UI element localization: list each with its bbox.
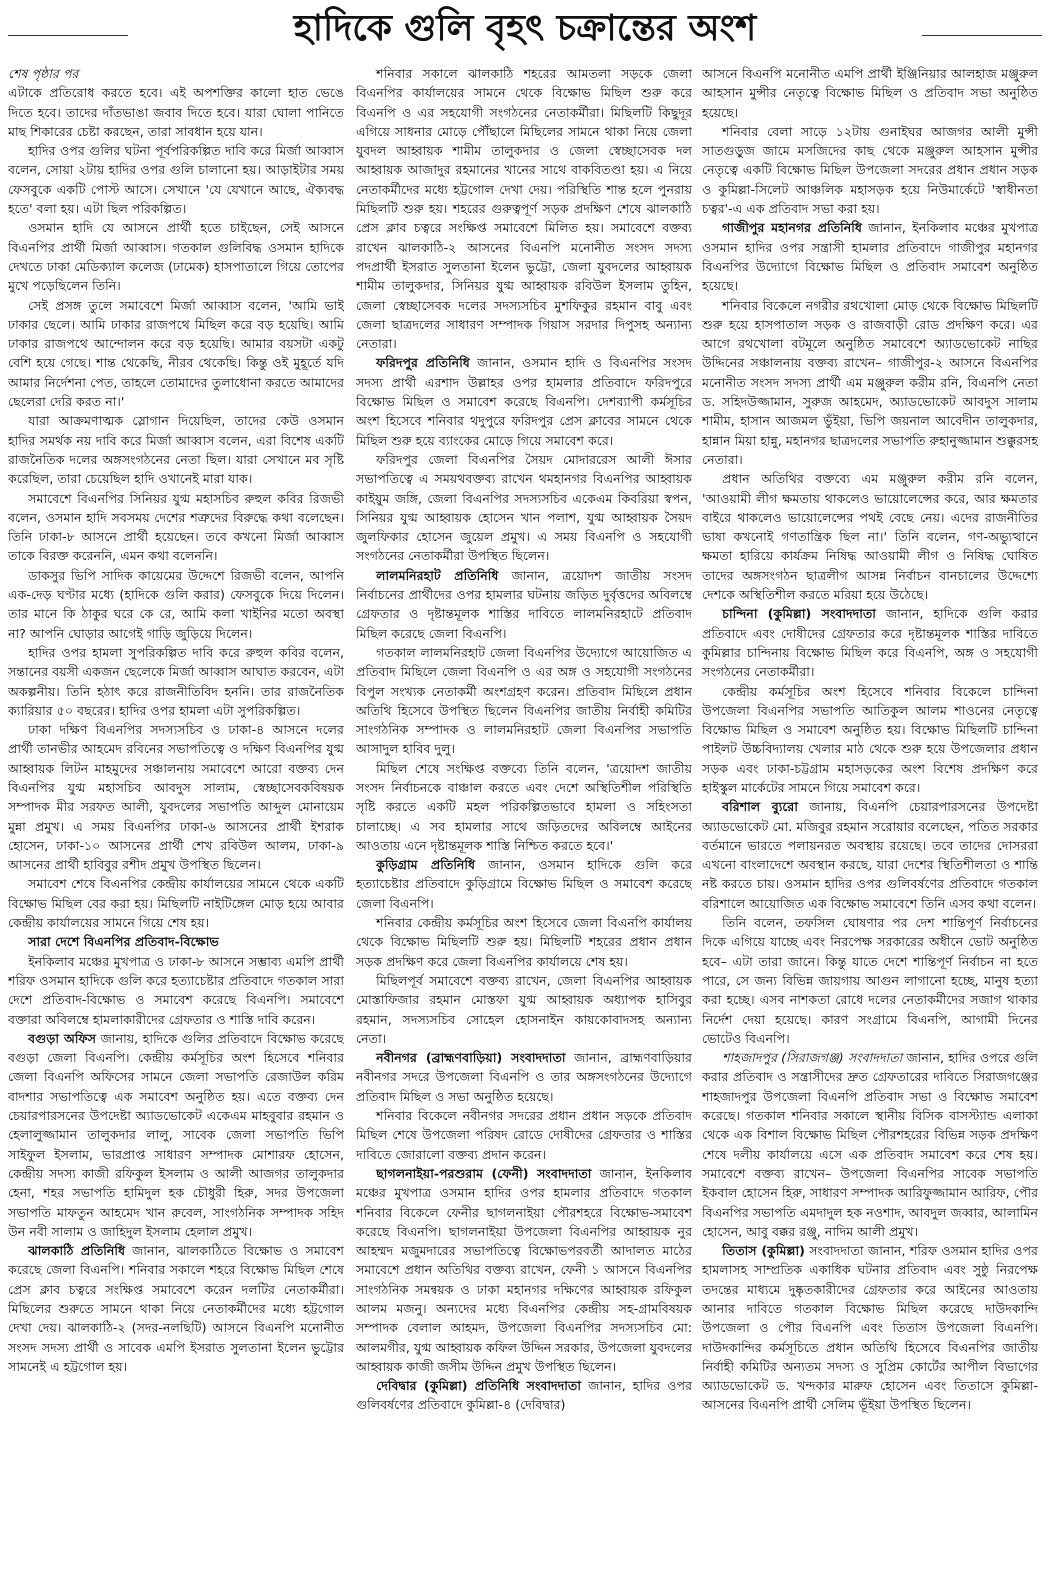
paragraph-text: ওসমান হাদি যে আসনে প্রার্থী হতে চাইছেন, সেই আসনে বিএনপির প্রার্থী মির্জা আব্বাস। গতকাল গুলিবিদ্ধ ওসমান হাদিকে দেখতে ঢাকা মেডিক্যাল কলেজ (ঢামেক) হাসপাতালে গিয়ে তোপের মুখে পড়েছিলেন তিনি। bbox=[8, 220, 344, 294]
article-paragraph bbox=[702, 1241, 1038, 1415]
article-paragraph bbox=[702, 469, 1038, 604]
paragraph-text: প্রধান অতিথির বক্তব্যে এম মঞ্জুরুল করীম রনি বলেন, 'আওয়ামী লীগ ক্ষমতায় থাকলেও ভায়োলেন্সের করে, আর ক্ষমতার বাইরে থাকলেও ভায়োলেন্সের পথই বেছে নেয়। এদের রাজনীতির ভাষা কখনোই গণতান্ত্রিক ছিল না।' তিনি বলেন, গণ-অভ্যুত্থানে ক্ষমতা হারিয়ে কার্যক্রম নিষিদ্ধ আওয়ামী লীগ ও নিষিদ্ধ ঘোষিত তাদের অঙ্গসংগঠন ছাত্রলীগ আসন্ন নির্বাচন বানচালের উদ্দেশ্যে দেশকে অস্থিতিশীল করতে মরিয়া হয়ে উঠেছে। bbox=[702, 471, 1038, 603]
paragraph-text: ডাকসুর ভিপি সাদিক কায়েমের উদ্দেশে রিজভী বলেন, আপনি এক-দেড় ঘণ্টার মধ্যে (হাদিকে গুলি করার) ফেসবুকে দিয়ে দিলেন। তার মানে কি ঠাকুর ঘরে কে রে, আমি কলা খাইনির মতো অবস্থা না? আপনি ঘোড়ার আগেই গাড়ি জুড়িয়ে দিলেন। bbox=[8, 567, 344, 641]
paragraph-text: মিছিল শেষে সংক্ষিপ্ত বক্তব্যে তিনি বলেন, 'ত্রয়োদশ জাতীয় সংসদ নির্বাচনকে বাঞ্চাল করতে এবং দেশে অস্থিতিশীল পরিস্থিতি সৃষ্টি করতে একটি মহল পরিকল্পিতভাবে হামলা ও সহিংসতা চালাচ্ছে। এ সব হামলার সাথে জড়িতদের অবিলম্বে আইনের আওতায় এনে দৃষ্টান্তমূলক শাস্তি নিশ্চিত করতে হবে।' bbox=[356, 760, 692, 853]
paragraph-text: জানায়, বিএনপি চেয়ারপারসনের উপদেষ্টা অ্যাডভোকেট মো. মজিবুর রহমান সরোয়ার বলেছেন, পতিত সরকার বর্তমানে ভারতে পলায়নরত অবস্থায় রয়েছে। তবে তাদের দোসররা এখনো বাংলাদেশে অবস্থান করছে, যারা দেশের স্থিতিশীলতা ও শান্তি নষ্ট করতে চায়। ওসমান হাদির ওপর গুলিবর্ষণের প্রতিবাদে গতকাল বরিশালে আয়োজিত এক বিক্ষোভ সমাবেশে তিনি এসব কথা বলেন। bbox=[702, 799, 1038, 911]
article-paragraph bbox=[356, 759, 692, 855]
article-paragraph bbox=[8, 643, 344, 720]
paragraph-text: ইনকিলাব মঞ্চের মুখপাত্র ও ঢাকা-৮ আসনে সম্ভাব্য এমপি প্রার্থী শরিফ ওসমান হাদিকে গুলি করে হত্যাচেষ্টার প্রতিবাদে গতকাল সারা দেশে প্রতিবাদ-বিক্ষোভ ও সমাবেশ করেছে বিএনপি। সমাবেশে বক্তারা অবিলম্বে হামলাকারীদের গ্রেফতার ও শাস্তি দাবি করেন। bbox=[8, 953, 344, 1027]
paragraph-text: হাদির ওপর গুলির ঘটনা পূর্বপরিকল্পিত দাবি করে মির্জা আব্বাস বলেন, সোয়া ২টায় হাদির ওপর গুলি চালানো হয়। আড়াইটার সময় ফেসবুকে একটি পোস্ট আসে। সেখানে 'যে যেখানে আছে, ঐক্যবদ্ধ হতে' বলা হয়। এটা ছিল পরিকল্পিত। bbox=[8, 143, 344, 217]
headline: হাদিকে গুলি বৃহৎ চক্রান্তের অংশ bbox=[293, 8, 757, 49]
paragraph-text: শনিবার বিকেলে নবীনগর সদরের প্রধান প্রধান সড়কে প্রতিবাদ মিছিল শেষে উপজেলা পরিষদ রোডে দোষীদের গ্রেফতার ও শাস্তির দাবিতে জোরালো বক্তব্য প্রদান করেন। bbox=[356, 1108, 692, 1162]
article-paragraph bbox=[8, 952, 344, 1029]
paragraph-text: শনিবার বিকেলে নগরীর রথখোলা মোড় থেকে বিক্ষোভ মিছিলটি শুরু হয়ে হাসপাতাল সড়ক ও রাজবাড়ী রোড প্রদক্ষিণ করে। এর আগে রথখোলা বটমূলে অনুষ্ঠিত সমাবেশে অ্যাডভোকেট নাছির উদ্দিনের সঞ্চালনায় বক্তব্য রাখেন– গাজীপুর-২ আসনে বিএনপির মনোনীত সংসদ সদস্য প্রার্থী এম মঞ্জুরুল করীম রনি, বিএনপি নেতা ড. সহিদউজ্জামান, সুরুজ আহমেদ, অ্যাডভোকেট আবদুস সালাম শামীম, হাসান আজমল ভুঁইয়া, ভিপি জয়নাল আবেদীন তালুকদার, হান্নান মিয়া হান্নু, মহানগর ছাত্রদলের সভাপতি রুহানুজ্জামান শুক্কুরসহ নেতারা। bbox=[702, 297, 1038, 467]
paragraph-text: জানান, ঝালকাঠিতে বিক্ষোভ ও সমাবেশ করেছে জেলা বিএনপি। শনিবার সকালে শহরে বিক্ষোভ মিছিল শেষে প্রেস ক্লাব চত্বরে সংক্ষিপ্ত সমাবেশে করেন দলটির নেতাকর্মীরা। মিছিলের শুরুতে সামনে থাকা নিয়ে নেতাকর্মীদের মধ্যে হট্টগোল দেখা দেয়। ঝালকাঠি-২ (সদর-নলছিটি) আসনে বিএনপি মনোনীত সংসদ সদস্য প্রার্থী ও সাবেক এমপি ইসরাত সুলতানা ইলেন ভুট্টোর সামনেই এ হট্টগোল হয়। bbox=[8, 1243, 344, 1374]
paragraph-text: সংবাদদাতা জানান, শরিফ ওসমান হাদির ওপর হামলাসহ সাম্প্রতিক একাধিক ঘটনার প্রতিবাদ এবং সুষ্ঠু নিরপেক্ষ তদন্তের মাধ্যমে দুষ্কৃতকারীদের গ্রেফতার করে আইনের আওতায় আনার দাবিতে গতকাল বিক্ষোভ মিছিল করেছে দাউদকান্দি উপজেলা ও পৌর বিএনপি এবং তিতাস উপজেলা বিএনপি। দাউদকান্দির কর্মসূচিতে প্রধান অতিথি হিসেবে বিএনপির জাতীয় নির্বাহী কমিটির অন্যতম সদস্য ও সুপ্রিম কোর্টের আপীল বিভাগের অ্যাডভোকেট ড. খন্দকার মারুফ হোসেন এবং তিতাসে কুমিল্লা-আসনের বিএনপি প্রার্থী সেলিম ভূঁইয়া উপস্থিত ছিলেন। bbox=[702, 1243, 1038, 1413]
dateline: নবীনগর (ব্রাহ্মণবাড়িয়া) সংবাদদাতা bbox=[376, 1050, 566, 1066]
article-paragraph bbox=[356, 566, 692, 643]
paragraph-text: সমাবেশ শেষে বিএনপির কেন্দ্রীয় কার্যালয়ের সামনে থেকে একটি বিক্ষোভ মিছিল বের করা হয়। মিছিলটি নাইটিঙ্গেল মোড় হয়ে আবার কেন্দ্রীয় কার্যালয়ের সামনে গিয়ে শেষ হয়। bbox=[8, 876, 344, 931]
article-paragraph bbox=[702, 913, 1038, 1048]
article-paragraph bbox=[702, 797, 1038, 913]
article-paragraph bbox=[8, 296, 344, 412]
dateline: কুড়িগ্রাম প্রতিনিধি bbox=[376, 857, 476, 873]
article-paragraph bbox=[8, 720, 344, 874]
article-paragraph bbox=[8, 411, 344, 488]
article-paragraph bbox=[702, 122, 1038, 218]
dateline: শাহজাদপুর (সিরাজগঞ্জ) সংবাদদাতা bbox=[722, 1050, 903, 1066]
headline-rule-left bbox=[8, 35, 128, 36]
article-column-3 bbox=[702, 64, 1038, 1584]
article-paragraph bbox=[702, 296, 1038, 470]
section-heading bbox=[8, 932, 344, 951]
article-paragraph bbox=[356, 1164, 692, 1376]
paragraph-text: সারা দেশে বিএনপির প্রতিবাদ-বিক্ষোভ bbox=[28, 934, 219, 950]
paragraph-text: এটাকে প্রতিরোধ করতে হবে। এই অপশক্তির কালো হাত ভেঙে দিতে হবে। তাদের দাঁতভাঙা জবাব দিতে হবে। যারা ঘোলা পানিতে মাছ শিকারের চেষ্টা করছেন, তারা সাবধান হয়ে যান। bbox=[8, 85, 344, 139]
paragraph-text: সমাবেশে বিএনপির সিনিয়র যুগ্ম মহাসচিব রুহুল কবির রিজভী বলেন, ওসমান হাদি সবসময় দেশের শত্রুদের বিরুদ্ধে কথা বলেছেন। তিনি ঢাকা-৮ আসনে প্রার্থী হয়েছেন। তবে কখনো মির্জা আব্বাস তাকে বিরক্ত করেননি, এমন কথা বলেননি। bbox=[8, 490, 344, 564]
dateline: চান্দিনা (কুমিল্লা) সংবাদদাতা bbox=[722, 606, 876, 622]
article-paragraph bbox=[356, 450, 692, 566]
paragraph-text: জানান, ইনকিলাব মঞ্চের মুখপাত্র ওসমান হাদির ওপর হামলার প্রতিবাদে গতকাল শনিবার বিকেলে ফেনীর ছাগলনাইয়া পৌরশহরে বিক্ষোভ-সমাবেশ করেছে বিএনপি। ছাগলনাইয়া উপজেলা বিএনপির আহ্বায়ক নুর আহম্মদ মজুমদারের সভাপতিত্বে বিক্ষোভপরবর্তী আদালত মাঠের সমাবেশে প্রধান অতিথির বক্তব্য রাখেন, ফেনী ১ আসনে বিএনপির সাংগঠনিক সমন্বয়ক ও ঢাকা মহানগর দক্ষিণের আহ্বায়ক রফিকুল আলম মজনু। অন্যদের মধ্যে বিএনপির কেন্দ্রীয় সহ-গ্রামবিষয়ক সম্পাদক বেলাল আহমদ, উপজেলা বিএনপির সদস্যসচিব মো: আলমগীর, যুগ্ম আহ্বায়ক কফিল উদ্দিন সরকার, উপজেলা যুবদলের আহ্বায়ক কাজী জসীম উদ্দিন প্রমুখ উপস্থিত ছিলেন। bbox=[356, 1165, 692, 1374]
article-paragraph bbox=[702, 604, 1038, 681]
paragraph-text: কেন্দ্রীয় কর্মসূচির অংশ হিসেবে শনিবার বিকেলে চান্দিনা উপজেলা বিএনপির সভাপতি আতিকুল আলম শাওনের নেতৃত্বে বিক্ষোভ মিছিল ও সমাবেশ অনুষ্ঠিত হয়। বিক্ষোভ মিছিলটি চান্দিনা পাইলট উচ্চবিদ্যালয় খেলার মাঠ থেকে শুরু হয়ে উপজেলার প্রধান সড়ক এবং ঢাকা-চট্টগ্রাম মহাসড়কের অংশ বিশেষ প্রদক্ষিণ করে হাইস্কুল মার্কেটের সামনে গিয়ে সমাবেশ করে। bbox=[702, 683, 1038, 795]
paragraph-text: জানায়, হাদিকে গুলির প্রতিবাদে বিক্ষোভ করেছে বগুড়া জেলা বিএনপি। কেন্দ্রীয় কর্মসূচির অংশ হিসেবে শনিবার জেলা বিএনপি অফিসের সামনে জেলা সভাপতি রেজাউল করিম বাদশার সভাপতিত্বে এক সমাবেশ অনুষ্ঠিত হয়। এতে বক্তব্য দেন চেয়ারপারসনের উপদেষ্টা অ্যাডভোকেট একেএম মাহবুবার রহমান ও হেলালুজ্জামান তালুকদার লালু, সাবেক জেলা সভাপতি ভিপি সাইফুল ইসলাম, ভারপ্রাপ্ত সাধারণ সম্পাদক মোশারফ হোসেন, কেন্দ্রীয় সদস্য কাজী রফিকুল ইসলাম ও আলী আজগর তালুকদার হেনা, শহর সভাপতি হামিদুল হক চৌধুরী হিরু, সদর উপজেলা সভাপতি মাফতুন আহমেদ খান রুবেল, সাংগঠনিক সম্পাদক সহিদ উন নবী সালাম ও জাহিদুল ইসলাম হেলাল প্রমুখ। bbox=[8, 1030, 344, 1239]
paragraph-text: ফরিদপুর জেলা বিএনপির সৈয়দ মোদাররেস আলী ঈসার সভাপতিত্বে এ সময়থবক্তব্য রাখেন থমহানগর বিএনপির আহ্বায়ক কাইয়ুম জঙ্গি, জেলা বিএনপির সদস্যসচিব একেএম কিবরিয়া স্বপন, সিনিয়র যুগ্ম আহ্বায়ক হোসেন খান পলাশ, যুগ্ম আহ্বায়ক সৈয়দ জুলফিকার হোসেন জুয়েল প্রমুখ। এ সময় বিএনপি ও সহযোগী সংগঠনের নেতাকর্মীরা উপস্থিত ছিলেন। bbox=[356, 451, 692, 564]
article-paragraph bbox=[702, 1048, 1038, 1241]
dateline: দেবিদ্বার (কুমিল্লা) প্রতিনিধি সংবাদদাতা bbox=[376, 1378, 582, 1394]
dateline: ফরিদপুর প্রতিনিধি bbox=[376, 355, 470, 371]
article-paragraph bbox=[356, 1106, 692, 1164]
paragraph-text: জানান, ইনকিলাব মঞ্চের মুখপাত্র ওসমান হাদির ওপর সন্ত্রাসী হামলার প্রতিবাদে গাজীপুর মহানগর বিএনপির উদ্যোগে বিক্ষোভ মিছিল ও প্রতিবাদ সমাবেশ অনুষ্ঠিত হয়েছে। bbox=[702, 220, 1038, 294]
paragraph-text: শনিবার সকালে ঝালকাঠি শহরের আমতলা সড়কে জেলা বিএনপির কার্যালয়ের সামনে থেকে বিক্ষোভ মিছিল শুরু করে বিএনপি ও এর সহযোগী সংগঠনের নেতাকর্মীরা। মিছিলটি কিছুদূর এগিয়ে সাধনার মোড়ে পৌঁছালে মিছিলের সামনে থাকা নিয়ে জেলা যুবদল আহ্বায়ক শামীম তালুকদার ও জেলা স্বেচ্ছাসেবক দল আহ্বায়ক আজাদুর রহমানের খানের সাথে বাকবিতণ্ডা হয়। এ নিয়ে নেতাকর্মীদের মধ্যে হট্টগোল দেখা দেয়। পরিস্থিতি শান্ত হলে পুনরায় মিছিলটি শুরু হয়। শহরের গুরুত্বপূর্ণ সড়ক প্রদক্ষিণ শেষে ঝালকাঠি প্রেস ক্লাব চত্বরে সংক্ষিপ্ত সমাবেশে মিলিত হয়। সমাবেশে বক্তব্য রাখেন ঝালকাঠি-২ আসনের বিএনপি মনোনীত সংসদ সদস্য পদপ্রার্থী ইসরাত সুলতানা ইলেন ভুট্টো, জেলা যুবদলের আহ্বায়ক শামীম তালুকদার, সিনিয়র যুগ্ম আহ্বায়ক রবিউল ইসলাম তুহিন, জেলা স্বেচ্ছাসেবক দলের সদস্যসচিব মুশফিকুর রহমান বাবু এবং জেলা ছাত্রদলের সাধারণ সম্পাদক গিয়াস সরদার দিপুসহ অন্যান্য নেতারা। bbox=[356, 66, 692, 352]
article-paragraph bbox=[356, 643, 692, 759]
paragraph-text: যারা আক্রমণাত্মক স্লোগান দিয়েছিল, তাদের কেউ ওসমান হাদির সমর্থক নয় দাবি করে মির্জা আব্বাস বলেন, এরা বিশেষ একটি রাজনৈতিক দলের অঙ্গসংগঠনের নেতা ছিল। যারা সেখানে মব সৃষ্টি করেছিল, তারা চেয়েছিল হাদি ওখানেই মারা যাক। bbox=[8, 413, 344, 487]
paragraph-text: জানান, ত্রয়োদশ জাতীয় সংসদ নির্বাচনের প্রার্থীদের ওপর হামলার ঘটনায় জড়িত দুর্বৃত্তদের অবিলম্বে গ্রেফতার ও দৃষ্টান্তমূলক শাস্তির দাবিতে লালমনিরহাটে প্রতিবাদ মিছিল করেছে জেলা বিএনপি। bbox=[356, 567, 692, 641]
paragraph-text: শনিবার বেলা সাড়ে ১২টায় গুনাইঘর আজগর আলী মুন্সী সাতগুড়ুজ জামে মসজিদের কাছ থেকে মঞ্জুরুল আহসান মুন্সীর নেতৃত্বে একটি বিক্ষোভ মিছিল উপজেলা সদরের প্রধান প্রধান সড়ক ও কুমিল্লা-সিলেট আঞ্চলিক মহাসড়ক হয়ে নিউমার্কেটে 'স্বাধীনতা চত্বর'-এ এক প্রতিবাদ সভা করা হয়। bbox=[702, 123, 1038, 217]
article-paragraph bbox=[8, 83, 344, 141]
article-column-1 bbox=[8, 64, 344, 1584]
paragraph-text: জানান, ব্রাহ্মণবাড়িয়ার নবীনগর সদরে উপজেলা বিএনপি ও তার অঙ্গসংগঠনের উদ্যোগে প্রতিবাদ মিছিল ও সভা অনুষ্ঠিত হয়েছে। bbox=[356, 1050, 692, 1104]
paragraph-text: জানান, ওসমান হাদিকে গুলি করে হত্যাচেষ্টার প্রতিবাদে কুড়িগ্রামে বিক্ষোভ মিছিল ও সমাবেশ করেছে জেলা বিএনপি। bbox=[356, 857, 692, 911]
article-paragraph bbox=[356, 855, 692, 913]
article-paragraph bbox=[356, 971, 692, 1048]
article-paragraph bbox=[702, 218, 1038, 295]
article-paragraph bbox=[8, 1241, 344, 1376]
paragraph-text: জানান, ওসমান হাদি ও বিএনপির সংসদ সদস্য প্রার্থী এরশাদ উল্লাহর ওপর হামলার প্রতিবাদে ফরিদপুরে বিক্ষোভ মিছিল ও সমাবেশ করেছে বিএনপি। দেশব্যাপী কর্মসূচির অংশ হিসেবে শনিবার থদুপুরে ফরিদপুর প্রেস ক্লাবের সামনে থেকে মিছিল শুরু হয়ে ব্যাংকের মোড়ে গিয়ে সমাবেশ করে। bbox=[356, 355, 692, 448]
paragraph-text: ঢাকা দক্ষিণ বিএনপির সদস্যসচিব ও ঢাকা-৪ আসনে দলের প্রার্থী তানভীর আহমেদ রবিনের সভাপতিত্বে ও দক্ষিণ বিএনপির যুগ্ম আহ্বায়ক লিটন মাহমুদের সঞ্চালনায় সমাবেশে আরো বক্তব্য দেন বিএনপির যুগ্ম মহাসচিব আবদুস সালাম, স্বেচ্ছাসেবকবিষয়ক সম্পাদক মীর সরফত আলী, যুবদলের সভাপতি আব্দুল মোনায়েম মুন্না প্রমুখ। এ সময় বিএনপির ঢাকা-৬ আসনের প্রার্থী ইশরাক হোসেন, ঢাকা-১০ আসনের প্রার্থী শেখ রবিউল আলম, ঢাকা-৯ আসনের প্রার্থী হাবিবুর রশীদ প্রমুখ উপস্থিত ছিলেন। bbox=[8, 722, 344, 873]
article-column-2 bbox=[356, 64, 692, 1584]
dateline: বরিশাল ব্যুরো bbox=[722, 799, 798, 815]
article-paragraph bbox=[356, 913, 692, 971]
article-paragraph bbox=[8, 566, 344, 643]
dateline: ছাগলনাইয়া-পরশুরাম (ফেনী) সংবাদদাতা bbox=[376, 1165, 592, 1181]
article-paragraph bbox=[356, 353, 692, 449]
paragraph-text: আসনে বিএনপি মনোনীত এমপি প্রার্থী ইঞ্জিনিয়ার আলহাজ মঞ্জুরুল আহসান মুন্সীর নেতৃত্বে বিক্ষোভ মিছিল ও প্রতিবাদ সভা অনুষ্ঠিত হয়েছে। bbox=[702, 66, 1038, 120]
headline-rule-right bbox=[922, 35, 1042, 36]
article-paragraph bbox=[8, 1029, 344, 1241]
article-paragraph bbox=[356, 1048, 692, 1106]
paragraph-text: মিছিলপূর্ব সমাবেশে বক্তব্য রাখেন, জেলা বিএনপির আহ্বায়ক মোস্তাফিজার রহমান মোস্তফা যুগ্ম আহ্বায়ক অধ্যাপক হাসিবুর রহমান, সদস্যসচিব সোহেল হোসনাইন কায়কোবাদসহ অন্যান্য নেতা। bbox=[356, 972, 692, 1046]
dateline: তিতাস (কুমিল্লা) bbox=[722, 1243, 805, 1259]
dateline: বগুড়া অফিস bbox=[28, 1030, 97, 1046]
dateline: গাজীপুর মহানগর প্রতিনিধি bbox=[722, 220, 862, 236]
paragraph-text: জানান, হাদির ওপরে গুলি করার প্রতিবাদ ও সন্ত্রাসীদের দ্রুত গ্রেফতারের দাবিতে সিরাজগঞ্জের শাহজাদপুর উপজেলা বিএনপি প্রতিবাদ সভা ও বিক্ষোভ সমাবেশ করেছে। গতকাল শনিবার সকালে স্থানীয় বিসিক বাসস্ট্যান্ড এলাকা থেকে এক বিশাল বিক্ষোভ মিছিল পৌরশহরের বিভিন্ন সড়ক প্রদক্ষিণ শেষে দলীয় কার্যালয়ে এসে এক প্রতিবাদ সমাবেশ করে শেষ হয়। সমাবেশে বক্তব্য রাখেন– উপজেলা বিএনপির সাবেক সভাপতি ইকবাল হোসেন হিরু, সাধারণ সম্পাদক আরিফুজ্জামান আরিফ, পৌর বিএনপির সভাপতি এমদাদুল হক নওশাদ, আবদুল জব্বার, আলামিন হোসেন, আবু বক্কর রঞ্জু, নাদিম আলী প্রমুখ। bbox=[702, 1050, 1038, 1239]
article-paragraph bbox=[356, 1376, 692, 1415]
paragraph-text: জানান, হাদিকে গুলি করার প্রতিবাদে এবং দোষীদের গ্রেফতার করে দৃষ্টান্তমূলক শাস্তির দাবিতে কুমিল্লার চান্দিনায় বিক্ষোভ মিছিল করে বিএনপি, অঙ্গ ও সহযোগী সংগঠনের নেতাকর্মীরা। bbox=[702, 606, 1038, 680]
article-paragraph bbox=[702, 682, 1038, 798]
paragraph-text: সেই প্রসঙ্গ তুলে সমাবেশে মির্জা আব্বাস বলেন, 'আমি ভাই ঢাকার ছেলে। আমি ঢাকার রাজপথে মিছিল করে বড় হয়েছি। আমি ঢাকার রাজপথে আন্দোলন করে বড় হয়েছি। আমার বয়সটা একটু বেশি হয়ে গেছে। শান্ত থেকেছি, নীরব থেকেছি। কিন্তু ওই মুহূর্তে যদি আমার নির্দেশনা পেত, তাহলে তোমাদের তুলাধোনা করতে আমাদের ছেলেরা দেরি করত না।' bbox=[8, 297, 344, 410]
paragraph-text: গতকাল লালমনিরহাট জেলা বিএনপির উদ্যোগে আয়োজিত এ প্রতিবাদ মিছিলে জেলা বিএনপি ও এর অঙ্গ ও সহযোগী সংগঠনের বিপুল সংখ্যক নেতাকর্মী অংশগ্রহণ করেন। প্রতিবাদ মিছিলে প্রধান অতিথি হিসেবে উপস্থিত ছিলেন বিএনপির জাতীয় নির্বাহী কমিটির সাংগঠনিক সম্পাদক ও লালমনিরহাট জেলা বিএনপির সভাপতি আসাদুল হাবিব দুলু। bbox=[356, 644, 692, 757]
paragraph-text: শনিবার কেন্দ্রীয় কর্মসূচির অংশ হিসেবে জেলা বিএনপি কার্যালয় থেকে বিক্ষোভ মিছিলটি শুরু হয়। মিছিলটি শহরের প্রধান প্রধান সড়ক প্রদক্ষিণ করে জেলা বিএনপির কার্যালয়ে শেষ হয়। bbox=[356, 915, 692, 969]
headline-bar bbox=[0, 6, 1050, 56]
paragraph-text: হাদির ওপর হামলা সুপরিকল্পিত দাবি করে রুহুল কবির বলেন, সন্তানের বয়সী একজন ছেলেকে মির্জা আব্বাস আঘাত করবেন, এটা অকল্পনীয়। তিনি হঠাৎ করে রাজনীতিবিদ হননি। তার রাজনৈতিক ক্যারিয়ার ৫০ বছরের। হাদির ওপর হামলা এটা সুপরিকল্পিত। bbox=[8, 644, 344, 718]
article-paragraph bbox=[8, 141, 344, 218]
continuation-kicker bbox=[8, 64, 344, 83]
article-paragraph bbox=[356, 64, 692, 353]
dateline: ঝালকাঠি প্রতিনিধি bbox=[28, 1243, 126, 1259]
article-paragraph bbox=[8, 489, 344, 566]
paragraph-text: তিনি বলেন, তফসিল ঘোষণার পর দেশ শান্তিপূর্ণ নির্বাচনের দিকে এগিয়ে যাচ্ছে এবং নিরপেক্ষ সরকারের অধীনে ভোট অনুষ্ঠিত হবে– এটা তারা জানে। কিন্তু যাতে দেশে শান্তিপূর্ণ নির্বাচন না হতে পারে, সে জন্য বিভিন্ন জায়গায় আগুন লাগানো হচ্ছে, মানুষ হত্যা করা হচ্ছে। এসব নাশকতা রোধে দলের নেতাকর্মীদের সজাগ থাকার নির্দেশ দেয়া হয়েছে। কারণ সংগ্রামে বিএনপি, আগামী দিনের ভোটেও বিএনপি। bbox=[702, 915, 1038, 1046]
dateline: লালমনিরহাট প্রতিনিধি bbox=[376, 567, 499, 583]
article-paragraph bbox=[8, 218, 344, 295]
article-paragraph bbox=[8, 874, 344, 932]
paragraph-text: শেষ পৃষ্ঠার পর bbox=[8, 66, 79, 81]
paragraph-text: জানান, হাদির ওপর গুলিবর্ষণের প্রতিবাদে কুমিল্লা-৪ (দেবিদ্বার) bbox=[356, 1378, 692, 1413]
article-paragraph bbox=[702, 64, 1038, 122]
